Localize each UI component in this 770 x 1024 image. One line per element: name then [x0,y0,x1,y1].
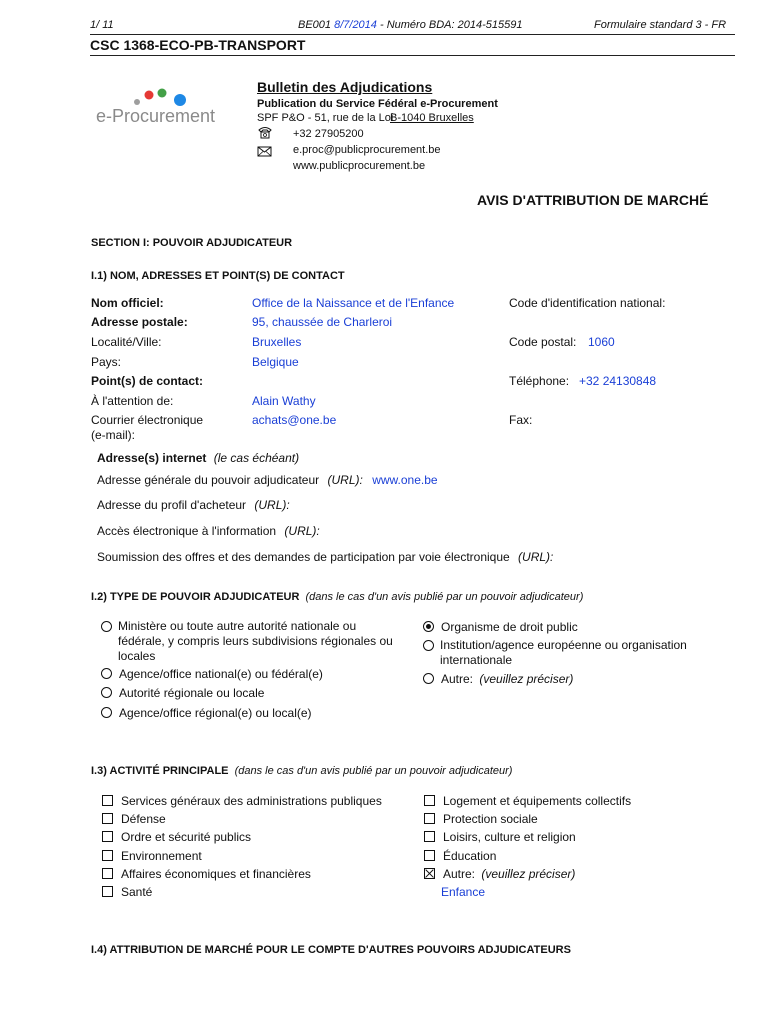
radio-ministry[interactable] [101,621,112,632]
general-address-label: Adresse générale du pouvoir adjudicateur [97,473,320,487]
activity-other-value: Enfance [441,885,486,899]
section-i2-heading [91,591,583,603]
internet-title-note: (le cas échéant) [213,451,300,465]
logo-text: e-Procurement [96,106,216,126]
activity-economic-affairs-label: Affaires économiques et financières [121,867,311,881]
radio-eu-institution[interactable] [423,640,434,651]
activity-defence-label: Défense [121,812,166,826]
checkbox-housing[interactable] [424,795,435,806]
authority-option-national-agency-label: Agence/office national(e) ou fédéral(e) [119,667,323,681]
publication-date: 8/7/2014 [334,19,377,31]
postal-code-value: 1060 [588,335,615,349]
bulletin-postal: B-1040 Bruxelles [390,112,474,124]
activity-education-label: Éducation [443,849,497,863]
authority-option-other[interactable] [423,672,573,686]
bulletin-address: SPF P&O - 51, rue de la Loi [257,112,394,124]
authority-option-other-note: (veuillez préciser) [479,672,574,686]
internet-title: Adresse(s) internet [97,451,207,465]
authority-option-regional-agency-label: Agence/office régional(e) ou local(e) [119,706,312,720]
section-i1-title: I.1) NOM, ADRESSES ET POINT(S) DE CONTACT [91,270,345,282]
checkbox-recreation[interactable] [424,831,435,842]
section-i4-title: I.4) ATTRIBUTION DE MARCHÉ POUR LE COMPTE D'AUTRES POUVOIRS ADJUDICATEURS [91,944,571,956]
activity-housing-label: Logement et équipements collectifs [443,794,632,808]
radio-public-law-body-selected[interactable] [423,621,434,632]
internet-addresses-heading [97,451,299,465]
electronic-submission-url-note: (URL): [518,550,554,564]
section-i3-title: I.3) ACTIVITÉ PRINCIPALE [91,765,229,777]
activity-health-label: Santé [121,885,153,899]
activity-general-services-label: Services généraux des administrations publiques [121,794,382,808]
authority-option-national-agency[interactable] [101,667,323,681]
bulletin-phone: +32 27905200 [293,128,364,140]
authority-option-eu-institution-label: Institution/agence européenne ou organisation internationale [440,638,687,667]
checkbox-public-order[interactable] [102,831,113,842]
form-type: Formulaire standard 3 - FR [594,19,727,31]
section-i2-note: (dans le cas d'un avis publié par un pouvoir adjudicateur) [305,591,584,603]
postal-address-value: 95, chaussée de Charleroi [252,315,393,329]
section-i2-title: I.2) TYPE DE POUVOIR ADJUDICATEUR [91,591,300,603]
page-number: 1/ 11 [90,19,114,31]
attention-label: À l'attention de: [91,394,174,408]
envelope-icon [257,146,273,158]
checkbox-defence[interactable] [102,813,113,824]
email-label-line2: (e-mail): [91,428,135,442]
fax-label: Fax: [509,413,533,427]
phone-label: Téléphone: [509,374,570,388]
authority-option-public-law-body-label: Organisme de droit public [441,620,578,634]
checkbox-environment[interactable] [102,850,113,861]
radio-other[interactable] [423,673,434,684]
electronic-access-label: Accès électronique à l'information [97,524,277,538]
radio-national-agency[interactable] [101,668,112,679]
general-url-link[interactable]: www.one.be [372,473,438,487]
activity-education[interactable] [424,849,496,863]
bda-number: - Numéro BDA: 2014-515591 [379,19,523,31]
activity-social-protection[interactable] [424,812,538,826]
email-value[interactable]: achats@one.be [252,413,337,427]
bulletin-email[interactable]: e.proc@publicprocurement.be [293,144,441,156]
electronic-access-url-note: (URL): [284,524,320,538]
authority-option-regional-agency[interactable] [101,706,312,720]
radio-regional-authority[interactable] [101,687,112,698]
postal-address-label: Adresse postale: [91,315,188,329]
checkbox-other-checked[interactable] [424,868,435,879]
section-1-title: SECTION I: POUVOIR ADJUDICATEUR [91,237,293,249]
bulletin-website[interactable]: www.publicprocurement.be [293,160,426,172]
checkbox-social-protection[interactable] [424,813,435,824]
attention-value: Alain Wathy [252,394,316,408]
section-i3-heading [91,765,512,777]
bulletin-title: Bulletin des Adjudications [257,79,433,95]
country-value: Belgique [252,355,299,369]
city-label: Localité/Ville: [91,335,162,349]
activity-housing[interactable] [424,794,631,808]
email-label-line1: Courrier électronique [91,413,204,427]
activity-environment[interactable] [102,849,202,863]
phone-icon [257,125,273,139]
activity-economic-affairs[interactable] [102,867,311,881]
general-url-note: (URL): [327,473,363,487]
national-id-label: Code d'identification national: [509,296,666,310]
authority-option-eu-institution[interactable] [423,638,723,668]
logo-dots-icon [96,86,226,106]
activity-defence[interactable] [102,812,166,826]
doc-prefix: BE001 [298,19,332,31]
authority-option-regional-authority-label: Autorité régionale ou locale [119,686,265,700]
document-title: CSC 1368-ECO-PB-TRANSPORT [90,37,306,53]
general-address-row [97,473,438,487]
checkbox-general-services[interactable] [102,795,113,806]
authority-option-regional-authority[interactable] [101,686,264,700]
activity-health[interactable] [102,885,152,899]
contact-points-label: Point(s) de contact: [91,374,204,388]
checkbox-education[interactable] [424,850,435,861]
electronic-access-row [97,524,320,538]
bulletin-publication: Publication du Service Fédéral e-Procurement [257,98,498,110]
title-divider [90,55,735,56]
authority-option-ministry[interactable] [101,619,401,664]
electronic-submission-label: Soumission des offres et des demandes de participation par voie électronique [97,550,510,564]
activity-environment-label: Environnement [121,849,202,863]
authority-option-other-label: Autre: [441,672,474,686]
activity-recreation-label: Loisirs, culture et religion [443,830,576,844]
notice-title: AVIS D'ATTRIBUTION DE MARCHÉ [477,192,709,208]
activity-public-order-label: Ordre et sécurité publics [121,830,252,844]
header-divider [90,34,735,35]
activity-public-order[interactable] [102,830,251,844]
buyer-profile-row [97,498,290,512]
phone-value: +32 24130848 [579,374,657,388]
official-name-label: Nom officiel: [91,296,164,310]
country-label: Pays: [91,355,122,369]
city-value: Bruxelles [252,335,302,349]
section-i3-note: (dans le cas d'un avis publié par un pouvoir adjudicateur) [234,765,513,777]
electronic-submission-row [97,550,553,564]
buyer-profile-label: Adresse du profil d'acheteur [97,498,247,512]
activity-recreation[interactable] [424,830,576,844]
checkbox-economic-affairs[interactable] [102,868,113,879]
e-procurement-logo [96,86,226,130]
activity-social-protection-label: Protection sociale [443,812,538,826]
activity-other-note: (veuillez préciser) [481,867,576,881]
checkbox-health[interactable] [102,886,113,897]
buyer-profile-url-note: (URL): [254,498,290,512]
postal-code-label: Code postal: [509,335,577,349]
official-name-value: Office de la Naissance et de l'Enfance [252,296,455,310]
document-reference [298,19,522,31]
authority-option-public-law-body[interactable] [423,620,578,634]
activity-general-services[interactable] [102,794,382,808]
authority-option-ministry-label: Ministère ou toute autre autorité nationale ou fédérale, y compris leurs subdivisions régionales ou locales [118,619,393,663]
activity-other-label: Autre: [443,867,476,881]
activity-other[interactable] [424,867,575,881]
radio-regional-agency[interactable] [101,707,112,718]
